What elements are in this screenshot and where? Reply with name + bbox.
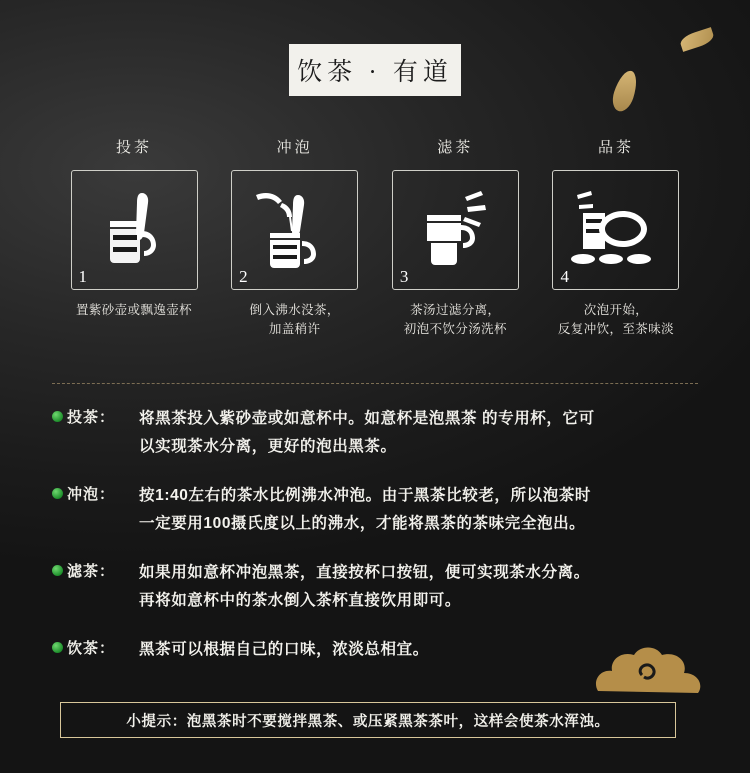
note-text [139, 405, 595, 461]
note-line: 黑茶可以根据自己的口味，浓淡总相宜。 [139, 641, 429, 658]
list-item [52, 405, 702, 461]
note-text [139, 559, 590, 615]
step-caption [76, 301, 192, 320]
step-caption-line: 反复冲饮，至茶味淡 [557, 322, 675, 336]
step-caption-line: 次泡开始， [583, 303, 649, 317]
steps-row [60, 136, 690, 339]
filter-pot-icon [393, 171, 518, 289]
note-line: 再将如意杯中的茶水倒入茶杯直接饮用即可。 [139, 592, 462, 609]
step-illustration [552, 170, 679, 290]
pouring-water-icon [232, 171, 357, 289]
step-number: 4 [560, 267, 569, 286]
tea-cup-and-saucer-icon [553, 171, 678, 289]
step-caption-line: 倒入沸水没茶， [249, 303, 340, 317]
tip-text: 小提示：泡黑茶时不要搅拌黑茶、或压紧黑茶茶叶，这样会使茶水浑浊。 [126, 713, 610, 730]
step-item [381, 136, 529, 339]
step-caption [250, 301, 340, 339]
list-item [52, 636, 702, 664]
step-title: 投茶 [115, 139, 152, 156]
step-caption [558, 301, 674, 339]
notes-list [52, 405, 702, 685]
note-label: 饮茶： [67, 640, 116, 657]
leaf-decoration-icon [679, 27, 716, 52]
note-line: 以实现茶水分离，更好的泡出黑茶。 [139, 438, 397, 455]
bullet-icon [52, 411, 63, 422]
step-item [542, 136, 690, 339]
note-label: 冲泡： [67, 486, 116, 503]
step-item [221, 136, 369, 339]
page-title-text: 饮茶 · 有道 [297, 59, 453, 86]
step-title: 滤茶 [437, 139, 474, 156]
note-line: 将黑茶投入紫砂壶或如意杯中。如意杯是泡黑茶 的专用杯，它可 [139, 410, 595, 427]
note-text [139, 636, 429, 664]
tip-box [60, 702, 676, 738]
step-item [60, 136, 208, 339]
list-item [52, 559, 702, 615]
step-title: 冲泡 [276, 139, 313, 156]
divider [52, 383, 698, 384]
page-title [289, 44, 461, 96]
list-item [52, 482, 702, 538]
note-text [139, 482, 591, 538]
step-caption-line: 置紫砂壶或飘逸壶杯 [75, 303, 193, 317]
bullet-icon [52, 488, 63, 499]
note-line: 如果用如意杯冲泡黑茶，直接按杯口按钮，便可实现茶水分离。 [139, 564, 590, 581]
note-label: 滤茶： [67, 563, 116, 580]
teapot-with-spoon-icon [72, 171, 197, 289]
step-illustration [71, 170, 198, 290]
bullet-icon [52, 565, 63, 576]
step-number: 2 [239, 267, 248, 286]
note-line: 一定要用100摄氏度以上的沸水，才能将黑茶的茶味完全泡出。 [139, 515, 586, 532]
step-title: 品茶 [597, 139, 634, 156]
bullet-icon [52, 642, 63, 653]
step-illustration [231, 170, 358, 290]
step-caption [404, 301, 507, 339]
note-label: 投茶： [67, 409, 116, 426]
step-caption-line: 茶汤过滤分离， [410, 303, 501, 317]
leaf-decoration-icon [609, 68, 641, 114]
step-caption-line: 初泡不饮分汤洗杯 [403, 322, 507, 336]
note-line: 按1:40左右的茶水比例沸水冲泡。由于黑茶比较老，所以泡茶时 [139, 487, 592, 504]
step-number: 3 [399, 267, 409, 286]
step-caption-line: 加盖稍许 [268, 322, 321, 336]
step-illustration [392, 170, 519, 290]
step-number: 1 [78, 267, 87, 286]
